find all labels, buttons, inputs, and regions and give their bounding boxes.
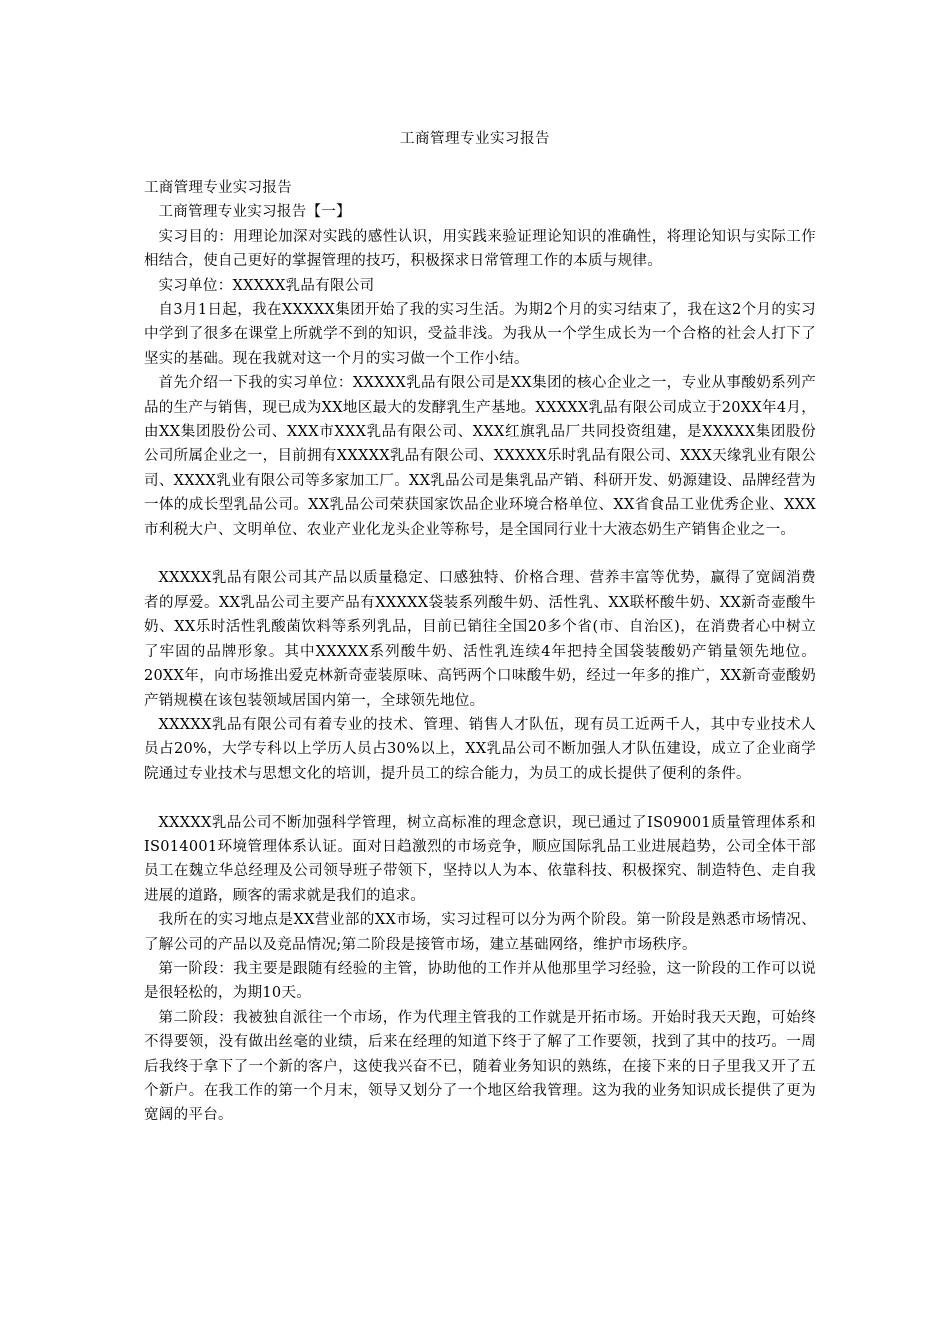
paragraph: XXXXX乳品公司不断加强科学管理，树立高标准的理念意识，现已通过了IS09001质量管理体系和IS014001环境管理体系认证。面对日趋激烈的市场竞争，顺应国际乳品工业进展趋势，公司全体干部员工在魏立华总经理及公司领导班子带领下，坚持以人为本、依靠科技、积极探究、制造特色、走自我进展的道路，顾客的需求就是我们的追求。 [144,814,816,904]
paragraph: 我所在的实习地点是XX营业部的XX市场，实习过程可以分为两个阶段。第一阶段是熟悉市场情况、了解公司的产品以及竞品情况;第二阶段是接管市场，建立基础网络，维护市场秩序。 [144,912,816,953]
paragraph: 首先介绍一下我的实习单位：XXXXX乳品有限公司是XX集团的核心企业之一，专业从事酸奶系列产品的生产与销售，现已成为XX地区最大的发酵乳生产基地。XXXXX乳品有限公司成立于20XX年4月，由XX集团股份公司、XXX市XXX乳品有限公司、XXX红旗乳品厂共同投资组建，是XXXXX集团股份公司所属企业之一，目前拥有XXXXX乳品有限公司、XXXXX乐时乳品有限公司、XXX天缘乳业有限公司、XXXX乳业有限公司等多家加工厂。XX乳品公司是集乳品产销、科研开发、奶源建设、品牌经营为一体的成长型乳品公司。XX乳品公司荣获国家饮品企业环境合格单位、XX省食品工业优秀企业、XXX市利税大户、文明单位、农业产业化龙头企业等称号，是全国同行业十大液态奶生产销售企业之一。 [144,375,816,538]
paragraph: 第一阶段：我主要是跟随有经验的主管，协助他的工作并从他那里学习经验，这一阶段的工作可以说是很轻松的，为期10天。 [144,960,816,1002]
paragraph: 实习目的：用理论加深对实践的感性认识，用实践来验证理论知识的准确性，将理论知识与实际工作相结合，使自己更好的掌握管理的技巧，积极探求日常管理工作的本质与规律。 [144,228,816,270]
document-title: 工商管理专业实习报告 [400,131,550,147]
document-body [144,176,816,1128]
paragraph: 工商管理专业实习报告【一】 [158,204,351,221]
paragraph: 自3月1日起，我在XXXXX集团开始了我的实习生活。为期2个月的实习结束了，我在这2个月的实习中学到了很多在课堂上所就学不到的知识，受益非浅。为我从一个学生成长为一个合格的社会人打下了坚实的基础。现在我就对这一个月的实习做一个工作小结。 [144,302,816,367]
paragraph: 实习单位：XXXXX乳品有限公司 [158,277,375,294]
paragraph: 第二阶段：我被独自派往一个市场，作为代理主管我的工作就是开拓市场。开始时我天天跑，可始终不得要领，没有做出丝毫的业绩，后来在经理的知道下终于了解了工作要领，找到了其中的技巧。一周后我终于拿下了一个新的客户，这使我兴奋不已，随着业务知识的熟练，在接下来的日子里我又开了五个新户。在我工作的第一个月末，领导又划分了一个地区给我管理。这为我的业务知识成长提供了更为宽阔的平台。 [144,1009,816,1124]
paragraph: XXXXX乳品有限公司其产品以质量稳定、口感独特、价格合理、营养丰富等优势，赢得了宽阔消费者的厚爱。XX乳品公司主要产品有XXXXX袋装系列酸牛奶、活性乳、XX联杯酸牛奶、XX新奇壶酸牛奶、XX乐时活性乳酸菌饮料等系列乳品，目前已销往全国20多个省(市、自治区)，在消费者心中树立了牢固的品牌形象。其中XXXXX系列酸牛奶、活性乳连续4年把持全国袋装酸奶产销量领先地位。20XX年，向市场推出爱克林新奇壶装原味、高钙两个口味酸牛奶，经过一年多的推广，XX新奇壶酸奶产销规模在该包装领域居国内第一，全球领先地位。 [144,570,816,709]
paragraph: 工商管理专业实习报告 [144,180,292,196]
paragraph: XXXXX乳品有限公司有着专业的技术、管理、销售人才队伍，现有员工近两千人，其中专业技术人员占20%，大学专科以上学历人员占30%以上，XX乳品公司不断加强人才队伍建设，成立了企业商学院通过专业技术与思想文化的培训，提升员工的综合能力，为员工的成长提供了便利的条件。 [144,716,816,782]
